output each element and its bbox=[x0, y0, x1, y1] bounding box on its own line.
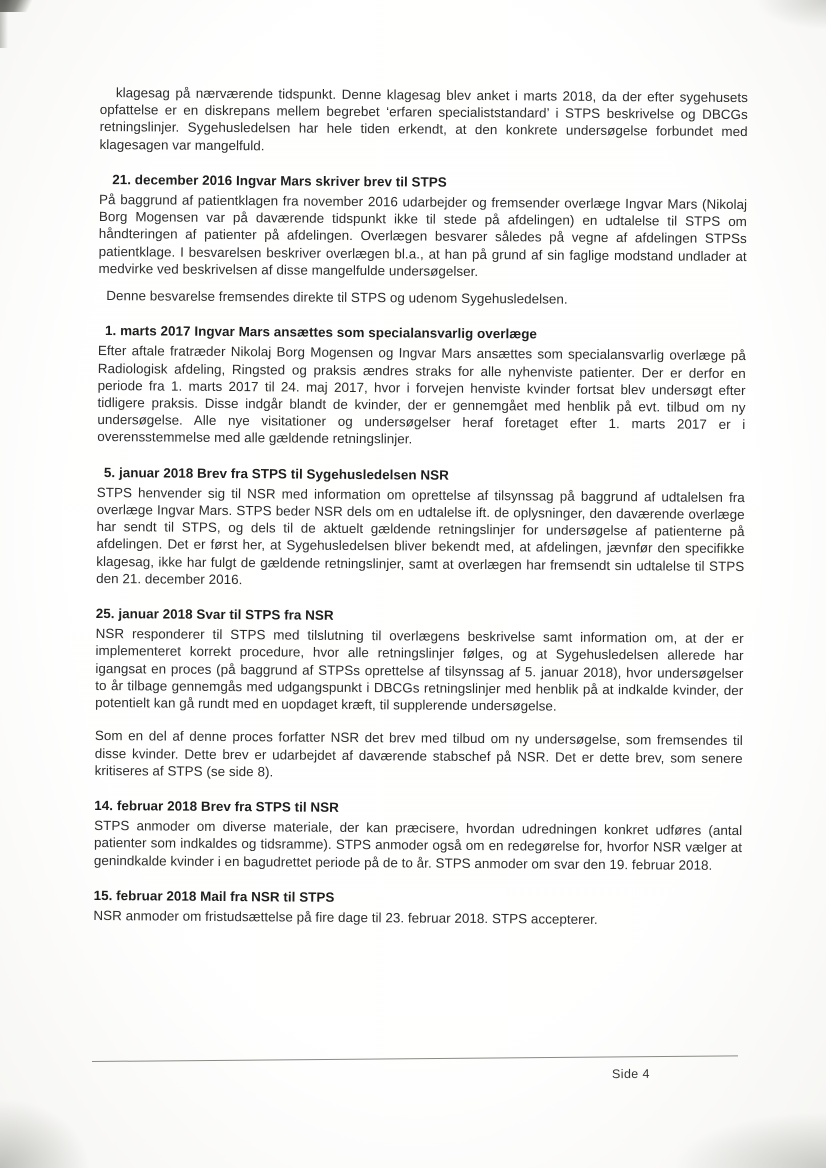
document-section bbox=[98, 171, 747, 310]
paragraph: NSR anmoder om fristudsættelse på fire dage til 23. februar 2018. STPS accepterer. bbox=[93, 907, 598, 927]
scan-artifact-bottom-right bbox=[676, 1113, 826, 1168]
section-heading: 5. januar 2018 Brev fra STPS til Sygehusledelsen NSR bbox=[103, 464, 449, 483]
section-heading: 25. januar 2018 Svar til STPS fra NSR bbox=[95, 606, 334, 623]
continuation-paragraph: klagesag på nærværende tidspunkt. Denne klagesag blev anket i marts 2018, da der efter sygehusets opfattelse er en diskrepans mellem begrebet ‘erfaren specialiststandard’ i STPS beskrivelse og DBCGs retningslinjer. Sygehusledelsen har hele tiden erkendt, at den konkrete undersøgelse forbundet med klagesagen var mangelfuld. bbox=[99, 85, 748, 153]
document-body bbox=[93, 84, 748, 939]
document-section bbox=[95, 605, 744, 716]
footer-rule bbox=[92, 1055, 738, 1062]
document-section bbox=[93, 887, 741, 929]
paragraph: STPS anmoder om diverse materiale, der kan præcisere, hvordan udredningen konkret udføres (antal patienter som indkaldes og tidsramme). STPS anmoder også om en redegørelse for, hvorfor NSR vælger at genindkalde kvinder i en bagudrettet periode på de to år. STPS anmoder om svar den 19. februar 2018. bbox=[93, 818, 743, 873]
document-section bbox=[94, 797, 743, 874]
paragraph: Efter aftale fratræder Nikolaj Borg Mogensen og Ingvar Mars ansættes som specialansvarlig overlæge på Radiologisk afdeling, Ringsted og praksis ændres straks for alle nyhenviste patienter. Der er derfor en periode fra 1. marts 2017 til 24. maj 2017, hvor i forvejen henviste kvinder fortsat blev undersøgt efter tidligere praksis. Disse indgår blandt de kvinder, der er gennemgået med henblik på evt. tilbud om ny undersøgelse. Alle nye visitationer og undersøgelser heraf foretaget efter 1. marts 2017 er i overensstemmelse med alle gældende retningslinjer. bbox=[97, 343, 746, 447]
paragraph: På baggrund af patientklagen fra november 2016 udarbejder og fremsender overlæge Ingvar Mars (Nikolaj Borg Mogensen var på daværende tidspunkt ikke til stede på afdelingen) en udtalelse til STPS om håndteringen af patienter på afdelingen. Overlægen besvarer således på vegne af afdelingen STPSs patientklage. I besvarelsen beskriver overlægen bl.a., at han på grund af sin faglige modstand undlader at medvirke ved beskrivelsen af disse mangelfulde undersøgelser. bbox=[98, 192, 748, 279]
scan-artifact-bottom-left bbox=[0, 1098, 90, 1168]
page-number: Side 4 bbox=[611, 1066, 650, 1082]
paragraph: STPS henvender sig til NSR med information om oprettelse af tilsynssag på baggrund af udtalelsen fra overlæge Ingvar Mars. STPS beder NSR dels om en udtalelse ift. de oplysninger, den daværende overlæge har sendt til STPS, og dels til de aktuelt gældende retningslinjer for undersøgelse af patienterne på afdelingen. Det er først her, at Sygehusledelsen bliver bekendt med, at afdelingen, jævnfør den specifikke klagesag, ikke har fulgt de gældende retningslinjer, samt at overlægen har fremsendt sin udtalelse til STPS den 21. december 2016. bbox=[96, 484, 745, 588]
document-section bbox=[96, 464, 745, 593]
scan-artifact-top-left bbox=[0, 0, 40, 12]
section-heading: 21. december 2016 Ingvar Mars skriver brev til STPS bbox=[112, 171, 447, 190]
section-heading: 1. marts 2017 Ingvar Mars ansættes som specialansvarlig overlæge bbox=[105, 323, 538, 342]
section-heading: 15. februar 2018 Mail fra NSR til STPS bbox=[93, 887, 335, 905]
paragraph: Som en del af denne proces forfatter NSR det brev med tilbud om ny undersøgelse, som fremsendes til disse kvinder. Dette brev er udarbejdet af daværende stabschef på NSR. Det er dette brev, som senere kritiseres af STPS (se side 8). bbox=[94, 728, 743, 780]
paragraph: Denne besvarelse fremsendes direkte til STPS og udenom Sygehusledelsen. bbox=[106, 288, 568, 307]
section-heading: 14. februar 2018 Brev fra STPS til NSR bbox=[94, 797, 339, 815]
scan-artifact-top-right bbox=[756, 0, 826, 30]
document-section bbox=[97, 322, 746, 451]
scan-artifact-left-edge bbox=[0, 0, 10, 48]
paragraph: NSR responderer til STPS med tilslutning til overlægens beskrivelse samt information om, at der er implementeret korrekt procedure, hvor alle retningslinjer følges, og at Sygehusledelsen allerede har igangsat en proces (på baggrund af STPSs oprettelse af tilsynssag af 5. januar 2018), hvor undersøgelser to år tilbage gennemgås med udgangspunkt i DBCGs retningslinjer med henblik på at indkalde kvinder, der potentielt kan gå rundt med en uopdaget kræft, til supplerende undersøgelse. bbox=[95, 626, 744, 714]
